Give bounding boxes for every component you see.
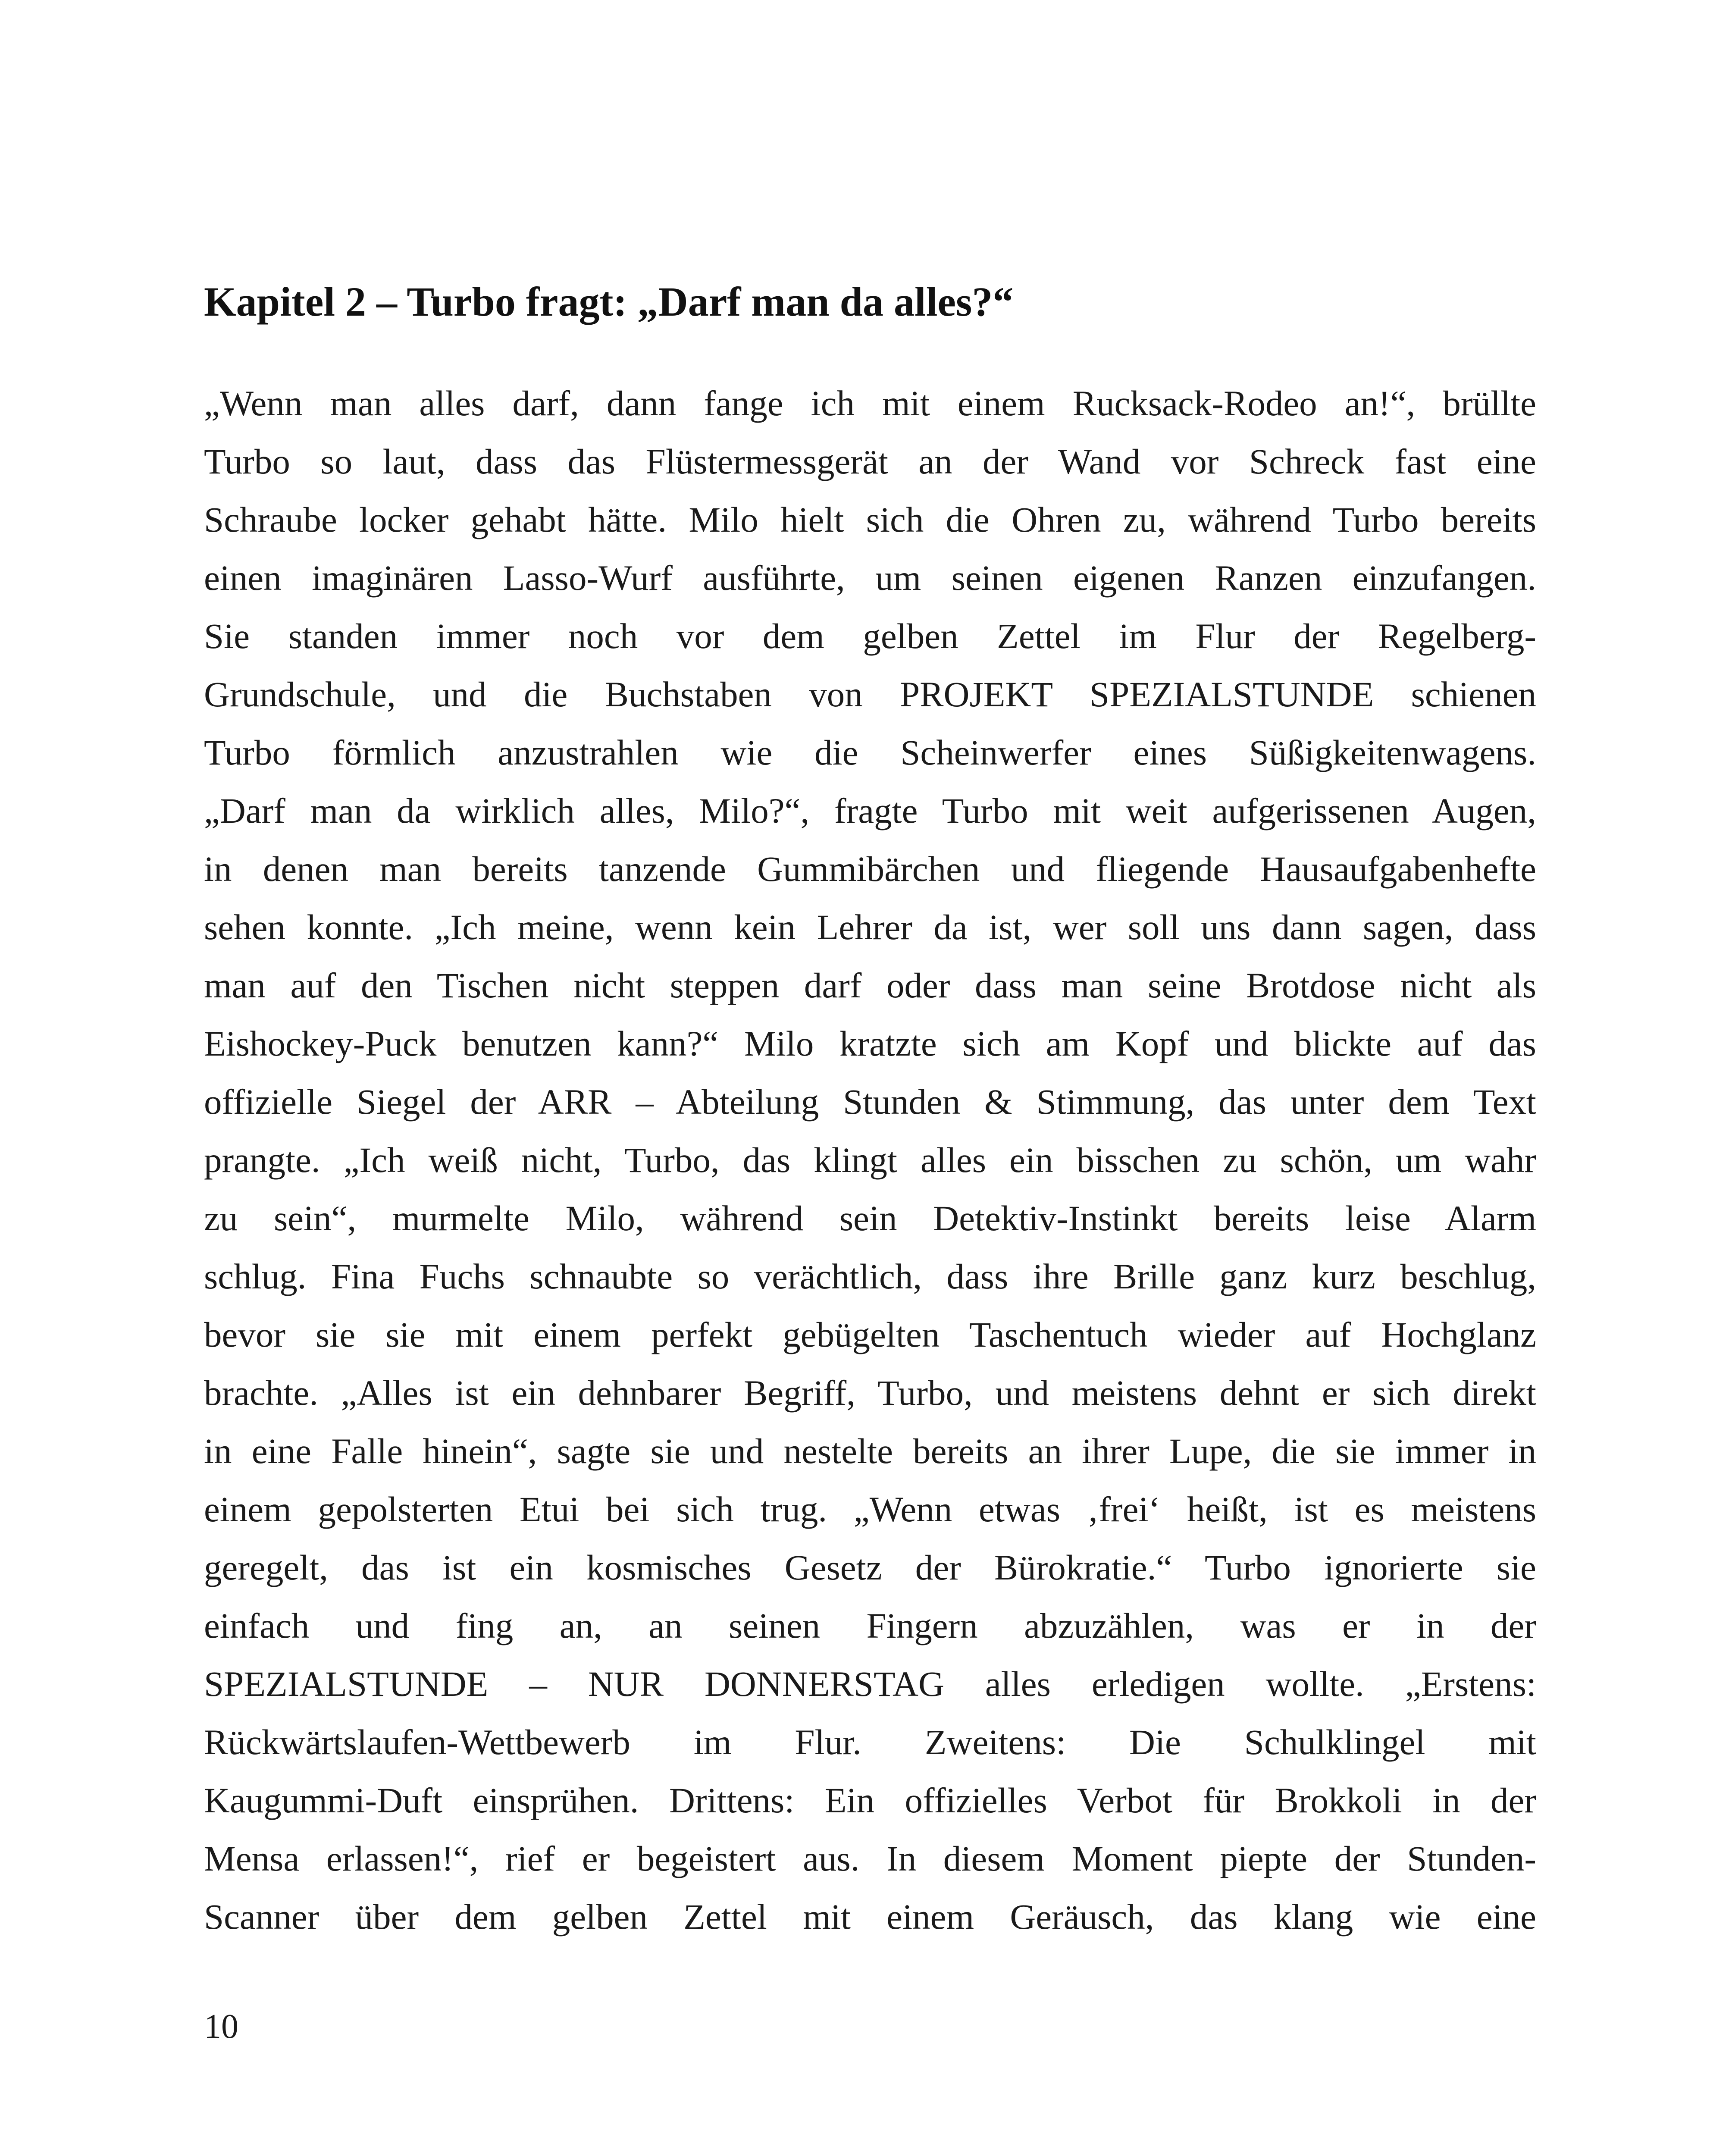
text-line: in denen man bereits tanzende Gummibärchen und fliegende Hausaufgabenhefte [204,849,1536,889]
text-line: SPEZIALSTUNDE – NUR DONNERSTAG alles erledigen wollte. „Erstens: [204,1664,1536,1704]
text-line: einem gepolsterten Etui bei sich trug. „Wenn etwas ‚frei‘ heißt, ist es meistens [204,1489,1536,1529]
body-paragraph [204,374,1536,1946]
text-line: man auf den Tischen nicht steppen darf oder dass man seine Brotdose nicht als [204,965,1536,1005]
text-line: „Wenn man alles darf, dann fange ich mit einem Rucksack-Rodeo an!“, brüllte [204,383,1536,423]
text-line: geregelt, das ist ein kosmisches Gesetz der Bürokratie.“ Turbo ignorierte sie [204,1548,1536,1587]
text-line: Sie standen immer noch vor dem gelben Zettel im Flur der Regelberg- [204,616,1536,656]
text-line: schlug. Fina Fuchs schnaubte so verächtlich, dass ihre Brille ganz kurz beschlug, [204,1257,1536,1296]
text-line: Rückwärtslaufen-Wettbewerb im Flur. Zweitens: Die Schulklingel mit [204,1722,1536,1762]
text-line: offizielle Siegel der ARR – Abteilung Stunden & Stimmung, das unter dem Text [204,1082,1536,1122]
text-line: einen imaginären Lasso-Wurf ausführte, um seinen eigenen Ranzen einzufangen. [204,558,1536,598]
text-line: Turbo förmlich anzustrahlen wie die Scheinwerfer eines Süßigkeitenwagens. [204,733,1536,772]
text-line: bevor sie sie mit einem perfekt gebügelten Taschentuch wieder auf Hochglanz [204,1315,1536,1354]
text-line: brachte. „Alles ist ein dehnbarer Begriff, Turbo, und meistens dehnt er sich direkt [204,1373,1536,1413]
text-line: Schraube locker gehabt hätte. Milo hielt sich die Ohren zu, während Turbo bereits [204,500,1536,539]
text-line: Grundschule, und die Buchstaben von PROJEKT SPEZIALSTUNDE schienen [204,674,1536,714]
text-line: Mensa erlassen!“, rief er begeistert aus. In diesem Moment piepte der Stunden- [204,1839,1536,1878]
text-line: prangte. „Ich weiß nicht, Turbo, das klingt alles ein bisschen zu schön, um wahr [204,1140,1536,1180]
text-line: Kaugummi-Duft einsprühen. Drittens: Ein offizielles Verbot für Brokkoli in der [204,1780,1536,1820]
text-line: Scanner über dem gelben Zettel mit einem Geräusch, das klang wie eine [204,1897,1536,1937]
text-line: zu sein“, murmelte Milo, während sein Detektiv-Instinkt bereits leise Alarm [204,1198,1536,1238]
text-line: sehen konnte. „Ich meine, wenn kein Lehrer da ist, wer soll uns dann sagen, dass [204,907,1536,947]
chapter-title: Kapitel 2 – Turbo fragt: „Darf man da alles?“ [204,279,1014,325]
text-line: einfach und fing an, an seinen Fingern abzuzählen, was er in der [204,1606,1536,1645]
text-line: in eine Falle hinein“, sagte sie und nestelte bereits an ihrer Lupe, die sie immer in [204,1431,1536,1471]
text-line: „Darf man da wirklich alles, Milo?“, fragte Turbo mit weit aufgerissenen Augen, [204,791,1536,830]
text-line: Turbo so laut, dass das Flüstermessgerät an der Wand vor Schreck fast eine [204,442,1536,481]
text-line: Eishockey-Puck benutzen kann?“ Milo kratzte sich am Kopf und blickte auf das [204,1024,1536,1063]
page-number: 10 [204,2008,238,2046]
